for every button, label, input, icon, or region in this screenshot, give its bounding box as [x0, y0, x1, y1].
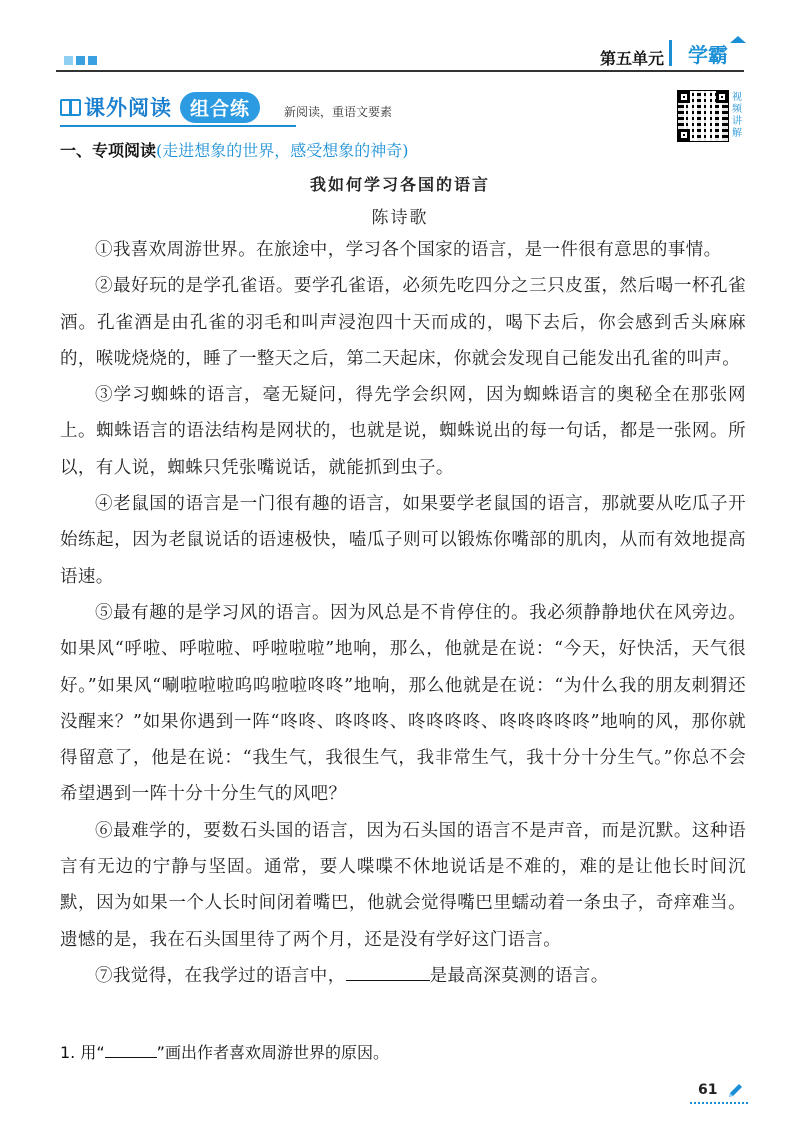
header-divider: [56, 70, 744, 72]
section-banner: [60, 92, 392, 122]
qr-code-icon[interactable]: [677, 90, 729, 142]
banner-divider: [60, 125, 296, 127]
book-icon: [60, 99, 80, 115]
question-prefix: 1. 用“: [60, 1043, 105, 1062]
qr-label: 视频讲解: [732, 92, 742, 139]
article-title: 我如何学习各国的语言: [309, 175, 490, 194]
paragraph-4: ④老鼠国的语言是一门很有趣的语言，如果要学老鼠国的语言，那就要从吃瓜子开始练起，因为老鼠说话的语速极快，嗑瓜子则可以锻炼你嘴部的肌肉，从而有效地提高语速。: [60, 494, 746, 587]
page-header: [0, 38, 800, 82]
paragraph-3: ③学习蜘蛛的语言，毫无疑问，得先学会织网，因为蜘蛛语言的奥秘全在那张网上。蜘蛛语言的语法结构是网状的，也就是说，蜘蛛说出的每一句话，都是一张网。所以，有人说，蜘蛛只凭张嘴说话，就能抓到虫子。: [60, 385, 746, 478]
section-pill: 组合练: [180, 92, 260, 123]
pen-icon: [726, 1082, 744, 1100]
brand-text: 学霸: [688, 42, 728, 67]
answer-blank[interactable]: [346, 966, 430, 981]
subsection-hint: (走进想象的世界，感受想象的神奇): [156, 141, 409, 160]
paragraph-2: ②最好玩的是学孔雀语。要学孔雀语，必须先吃四分之三只皮蛋，然后喝一杯孔雀酒。孔雀酒是由孔雀的羽毛和叫声浸泡四十天而成的，喝下去后，你会感到舌头麻麻的，喉咙烧烧的，睡了一整天之后，第二天起床，你就会发现自己能发出孔雀的叫声。: [60, 276, 746, 369]
paragraph-1: ①我喜欢周游世界。在旅途中，学习各个国家的语言，是一件很有意思的事情。: [95, 240, 722, 260]
page-number: 61: [698, 1082, 718, 1098]
brand-logo: [669, 40, 744, 66]
paragraph-7-before: ⑦我觉得，在我学过的语言中，: [95, 965, 346, 986]
unit-label: 第五单元: [599, 49, 664, 68]
paragraph-7: [60, 958, 746, 994]
subsection-title: 一、专项阅读: [60, 141, 157, 160]
footer-divider: [690, 1102, 748, 1104]
subsection-heading: [60, 138, 409, 161]
section-title: 课外阅读: [84, 96, 172, 120]
question-1: [60, 1040, 389, 1063]
section-tagline: 新阅读，重语文要素: [284, 104, 393, 119]
paragraph-6: ⑥最难学的，要数石头国的语言，因为石头国的语言不是声音，而是沉默。这种语言有无边的宁静与坚固。通常，要人喋喋不休地说话是不难的，难的是让他长时间沉默，因为如果一个人长时间闭着嘴巴，他就会觉得嘴巴里蠕动着一条虫子，奇痒难当。遗憾的是，我在石头国里待了两个月，还是没有学好这门语言。: [60, 820, 746, 950]
paragraph-7-after: 是最高深莫测的语言。: [429, 965, 609, 986]
article-author: 陈诗歌: [371, 208, 429, 228]
header-decoration: [64, 56, 97, 65]
graduation-cap-icon: [730, 36, 746, 43]
paragraph-5: ⑤最有趣的是学习风的语言。因为风总是不肯停住的。我必须静静地伏在风旁边。如果风“呼啦、呼啦啦、呼啦啦啦”地响，那么，他就是在说：“今天，好快活，天气很好。”如果风“唰啦啦啦呜呜啦啦咚咚”地响，那么他就是在说：“为什么我的朋友刺猬还没醒来？”如果你遇到一阵“咚咚、咚咚咚、咚咚咚咚、咚咚咚咚咚”地响的风，那你就得留意了，他是在说：“我生气，我很生气，我非常生气，我十分十分生气。”你总不会希望遇到一阵十分十分生气的风吧？: [60, 602, 746, 805]
question-suffix: ”画出作者喜欢周游世界的原因。: [156, 1043, 389, 1062]
article-body: [60, 232, 746, 994]
underline-sample: [105, 1043, 157, 1058]
